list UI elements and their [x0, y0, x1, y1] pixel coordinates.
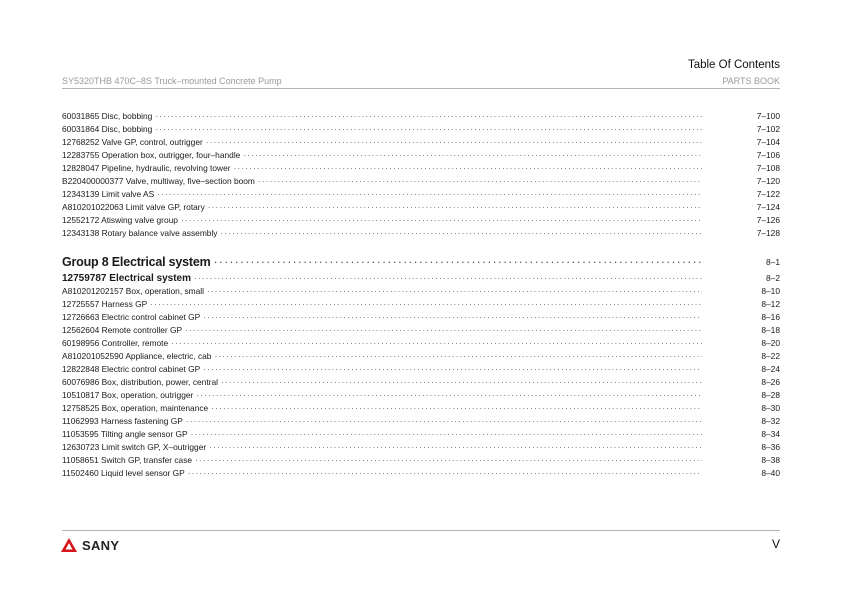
toc-entry[interactable] — [62, 389, 780, 402]
sany-triangle-icon — [60, 537, 78, 553]
toc-entry-title: B220400000377 Valve, multiway, five–section boom — [62, 176, 258, 186]
toc-entry-title: 12562604 Remote controller GP — [62, 325, 185, 335]
toc-entry[interactable] — [62, 214, 780, 227]
toc-entry-title: 12343139 Limit valve AS — [62, 189, 157, 199]
toc-entry-title: 12768252 Valve GP, control, outrigger — [62, 137, 206, 147]
book-label: PARTS BOOK — [722, 76, 780, 86]
toc-entry-page: 8–30 — [761, 403, 780, 413]
toc-entry[interactable] — [62, 415, 780, 428]
toc-entry[interactable] — [62, 350, 780, 363]
toc-entry-page: 7–124 — [756, 202, 780, 212]
toc-entry-title: 12828047 Pipeline, hydraulic, revolving tower — [62, 163, 234, 173]
toc-entry-title: 11062993 Harness fastening GP — [62, 416, 186, 426]
toc-entry-page: 7–126 — [756, 215, 780, 225]
toc-entry[interactable] — [62, 454, 780, 467]
toc-entry[interactable] — [62, 428, 780, 441]
toc-entry-page: 8–34 — [761, 429, 780, 439]
toc-entry-title: 60031864 Disc, bobbing — [62, 124, 155, 134]
header-divider — [62, 88, 780, 89]
toc-entry-page: 8–22 — [761, 351, 780, 361]
toc-entry[interactable] — [62, 285, 780, 298]
toc-entry[interactable] — [62, 227, 780, 240]
toc-entry-title: 12552172 Atiswing valve group — [62, 215, 181, 225]
toc-group-heading[interactable] — [62, 254, 780, 271]
toc-entry-page: 7–106 — [756, 150, 780, 160]
toc-entry[interactable] — [62, 467, 780, 480]
subgroup-page: 8–2 — [766, 273, 780, 283]
toc-entry-title: 10510817 Box, operation, outrigger — [62, 390, 196, 400]
toc-entry-title: 60031865 Disc, bobbing — [62, 111, 155, 121]
toc-entry[interactable] — [62, 162, 780, 175]
toc-entry-page: 8–20 — [761, 338, 780, 348]
toc-entry[interactable] — [62, 441, 780, 454]
toc-entry-page: 7–108 — [756, 163, 780, 173]
toc-entry-page: 8–38 — [761, 455, 780, 465]
logo-text: SANY — [82, 537, 120, 553]
toc-entry-title: 60198956 Controller, remote — [62, 338, 171, 348]
toc-entry[interactable] — [62, 149, 780, 162]
toc-entry[interactable] — [62, 110, 780, 123]
toc-entry[interactable] — [62, 175, 780, 188]
toc-entry-page: 8–10 — [761, 286, 780, 296]
toc-entry-page: 7–100 — [756, 111, 780, 121]
toc-entry-title: 12283755 Operation box, outrigger, four–handle — [62, 150, 243, 160]
toc-entry-title: 60076986 Box, distribution, power, central — [62, 377, 221, 387]
page-title: Table Of Contents — [687, 59, 780, 71]
toc-entry[interactable] — [62, 363, 780, 376]
toc-entry[interactable] — [62, 201, 780, 214]
toc-entry-title: 11053595 Tilting angle sensor GP — [62, 429, 191, 439]
toc-section-electrical — [62, 285, 780, 480]
toc-entry-title: 12726663 Electric control cabinet GP — [62, 312, 203, 322]
sany-logo — [60, 537, 119, 553]
toc-entry-title: 12630723 Limit switch GP, X–outrigger — [62, 442, 209, 452]
toc-entry-page: 8–40 — [761, 468, 780, 478]
toc-entry[interactable] — [62, 376, 780, 389]
toc-entry-page: 8–16 — [761, 312, 780, 322]
toc-entry-page: 8–24 — [761, 364, 780, 374]
toc-entry-page: 8–36 — [761, 442, 780, 452]
group-title: Group 8 Electrical system — [62, 255, 214, 269]
toc-entry-page: 8–32 — [761, 416, 780, 426]
toc-entry[interactable] — [62, 136, 780, 149]
subgroup-title: 12759787 Electrical system — [62, 273, 194, 284]
document-name: SY5320THB 470C–8S Truck–mounted Concrete Pump — [62, 76, 282, 86]
page-number: V — [771, 537, 780, 551]
toc-entry[interactable] — [62, 311, 780, 324]
toc-entry-page: 7–128 — [756, 228, 780, 238]
toc-entry-page: 7–102 — [756, 124, 780, 134]
toc-entry[interactable] — [62, 188, 780, 201]
toc-entry-page: 7–120 — [756, 176, 780, 186]
toc-entry[interactable] — [62, 324, 780, 337]
toc-entry-page: 8–12 — [761, 299, 780, 309]
toc-entry[interactable] — [62, 298, 780, 311]
toc-entry[interactable] — [62, 123, 780, 136]
toc-entry[interactable] — [62, 402, 780, 415]
toc-entry-title: 12725557 Harness GP — [62, 299, 150, 309]
toc-entry-page: 8–18 — [761, 325, 780, 335]
toc-entry-page: 7–104 — [756, 137, 780, 147]
toc-section-hydraulic — [62, 110, 780, 240]
toc-entry[interactable] — [62, 337, 780, 350]
toc-entry-title: A810201202157 Box, operation, small — [62, 286, 207, 296]
toc-entry-page: 8–28 — [761, 390, 780, 400]
table-of-contents — [62, 110, 780, 480]
toc-entry-title: 11058651 Switch GP, transfer case — [62, 455, 195, 465]
footer-divider — [62, 530, 780, 531]
toc-entry-page: 8–26 — [761, 377, 780, 387]
toc-entry-page: 7–122 — [756, 189, 780, 199]
toc-entry-title: 12758525 Box, operation, maintenance — [62, 403, 211, 413]
toc-entry-title: 11502460 Liquid level sensor GP — [62, 468, 188, 478]
toc-entry-title: 12343138 Rotary balance valve assembly — [62, 228, 221, 238]
group-page: 8–1 — [766, 257, 780, 267]
toc-entry-title: 12822848 Electric control cabinet GP — [62, 364, 203, 374]
toc-entry-title: A810201052590 Appliance, electric, cab — [62, 351, 214, 361]
toc-entry-title: A810201022063 Limit valve GP, rotary — [62, 202, 208, 212]
section-gap — [62, 240, 780, 254]
toc-subgroup-heading[interactable] — [62, 271, 780, 285]
